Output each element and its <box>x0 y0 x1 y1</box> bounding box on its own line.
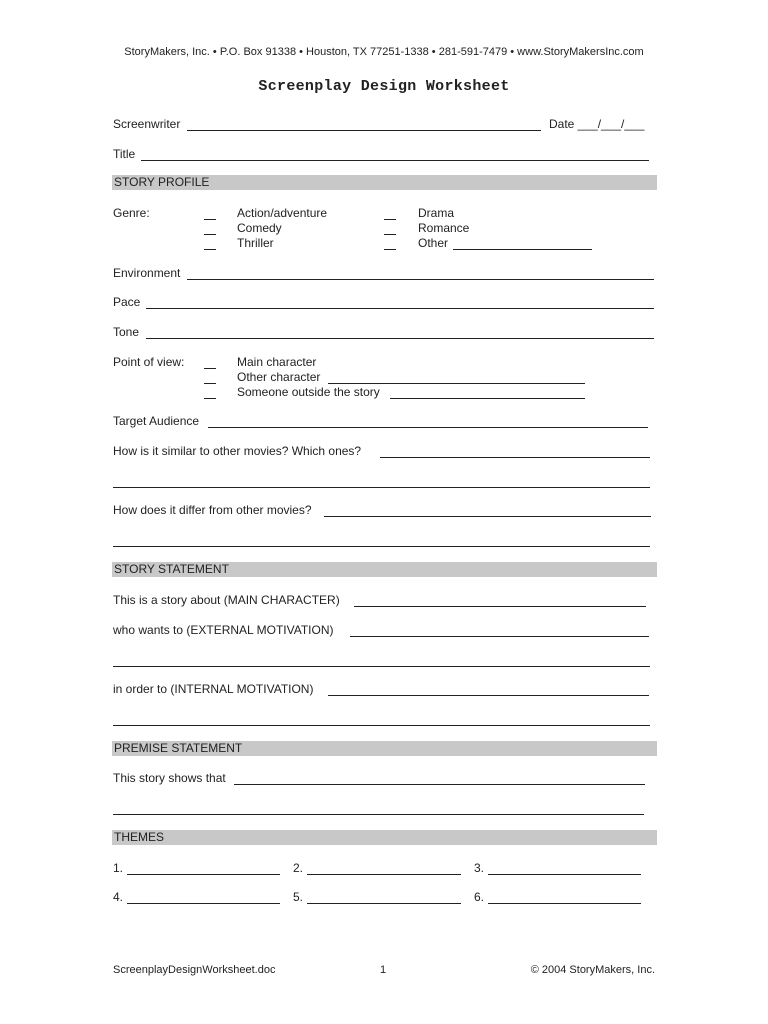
pov-label: Point of view: <box>113 355 185 369</box>
company-header: StoryMakers, Inc. • P.O. Box 91338 • Houston, TX 77251-1338 • 281-591-7479 • www.StoryMakersInc.com <box>124 46 644 58</box>
theme-field-6[interactable] <box>488 903 641 904</box>
genre-other-field[interactable] <box>453 249 592 250</box>
story-about-field[interactable] <box>354 606 646 607</box>
genre-option-thriller: Thriller <box>237 236 274 250</box>
theme-field-3[interactable] <box>488 874 641 875</box>
genre-checkbox-romance[interactable] <box>384 234 396 235</box>
genre-option-drama: Drama <box>418 206 455 220</box>
in-order-to-field-2[interactable] <box>113 725 650 726</box>
wants-to-field[interactable] <box>350 636 649 637</box>
theme-label-4: 4. <box>113 890 124 904</box>
pace-field[interactable] <box>146 308 654 309</box>
tone-label: Tone <box>113 325 140 339</box>
theme-field-5[interactable] <box>307 903 461 904</box>
genre-checkbox-other[interactable] <box>384 249 396 250</box>
similar-movies-field-2[interactable] <box>113 487 650 488</box>
target-audience-field[interactable] <box>208 427 648 428</box>
pace-label: Pace <box>113 295 141 309</box>
genre-option-action: Action/adventure <box>237 206 328 220</box>
similar-movies-label: How is it similar to other movies? Which ones? <box>113 444 362 458</box>
theme-label-2: 2. <box>293 861 304 875</box>
pov-outside-field[interactable] <box>390 398 585 399</box>
pov-checkbox-outside[interactable] <box>204 398 216 399</box>
wants-to-label: who wants to (EXTERNAL MOTIVATION) <box>113 623 334 637</box>
pov-option-main: Main character <box>237 355 317 369</box>
in-order-to-label: in order to (INTERNAL MOTIVATION) <box>113 682 314 696</box>
genre-option-comedy: Comedy <box>237 221 282 235</box>
section-story-profile: STORY PROFILE <box>112 175 657 190</box>
genre-checkbox-drama[interactable] <box>384 219 396 220</box>
genre-checkbox-action[interactable] <box>204 219 216 220</box>
title-label: Title <box>113 147 136 161</box>
environment-field[interactable] <box>187 279 654 280</box>
theme-field-4[interactable] <box>127 903 280 904</box>
pov-option-outside: Someone outside the story <box>237 385 380 399</box>
screenwriter-label: Screenwriter <box>113 117 181 131</box>
page-title: Screenplay Design Worksheet <box>258 78 510 95</box>
story-shows-field-2[interactable] <box>113 814 644 815</box>
theme-label-3: 3. <box>474 861 485 875</box>
screenwriter-field[interactable] <box>187 130 541 131</box>
theme-field-1[interactable] <box>127 874 280 875</box>
tone-field[interactable] <box>146 338 654 339</box>
footer-page-number: 1 <box>380 964 387 976</box>
differ-movies-field-2[interactable] <box>113 546 650 547</box>
in-order-to-field[interactable] <box>328 695 649 696</box>
differ-movies-label: How does it differ from other movies? <box>113 503 312 517</box>
target-audience-label: Target Audience <box>113 414 200 428</box>
theme-label-6: 6. <box>474 890 485 904</box>
theme-label-5: 5. <box>293 890 304 904</box>
pov-checkbox-main[interactable] <box>204 368 216 369</box>
environment-label: Environment <box>113 266 181 280</box>
wants-to-field-2[interactable] <box>113 666 650 667</box>
story-shows-label: This story shows that <box>113 771 226 785</box>
footer-copyright: © 2004 StoryMakers, Inc. <box>530 964 655 976</box>
genre-option-romance: Romance <box>418 221 470 235</box>
pov-checkbox-other[interactable] <box>204 383 216 384</box>
story-shows-field[interactable] <box>234 784 645 785</box>
genre-checkbox-thriller[interactable] <box>204 249 216 250</box>
footer-filename: ScreenplayDesignWorksheet.doc <box>113 964 276 976</box>
genre-label: Genre: <box>113 206 150 220</box>
pov-other-field[interactable] <box>328 383 585 384</box>
genre-option-other: Other <box>418 236 449 250</box>
section-premise-statement: PREMISE STATEMENT <box>112 741 657 756</box>
differ-movies-field[interactable] <box>324 516 651 517</box>
theme-label-1: 1. <box>113 861 124 875</box>
section-themes: THEMES <box>112 830 657 845</box>
title-field[interactable] <box>141 160 649 161</box>
theme-field-2[interactable] <box>307 874 461 875</box>
pov-option-other: Other character <box>237 370 321 384</box>
date-field[interactable]: Date ___/___/___ <box>549 117 645 131</box>
similar-movies-field[interactable] <box>380 457 650 458</box>
genre-checkbox-comedy[interactable] <box>204 234 216 235</box>
story-about-label: This is a story about (MAIN CHARACTER) <box>113 593 340 607</box>
section-story-statement: STORY STATEMENT <box>112 562 657 577</box>
